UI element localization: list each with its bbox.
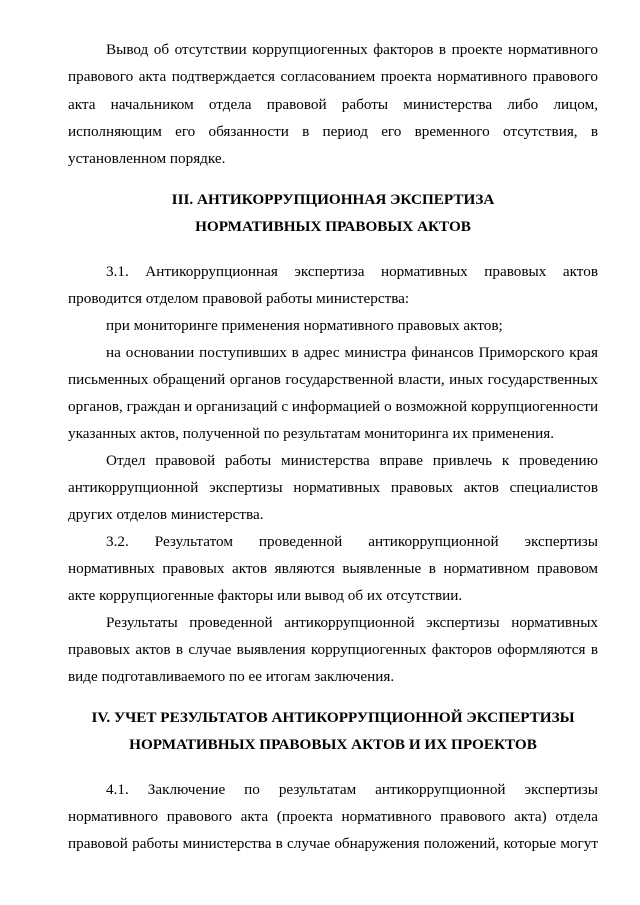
- section-heading: IV. УЧЕТ РЕЗУЛЬТАТОВ АНТИКОРРУПЦИОННОЙ ЭКСПЕРТИЗЫ: [91, 709, 575, 726]
- paragraph-line: исполняющим его обязанности в период его временного отсутствия, в: [68, 123, 598, 140]
- paragraph-line: 3.1. Антикоррупционная экспертиза нормативных правовых актов: [106, 263, 598, 280]
- paragraph-line: других отделов министерства.: [68, 506, 264, 523]
- paragraph-line: нормативных правовых актов являются выявленные в нормативном правовом: [68, 560, 598, 577]
- paragraph-line: правового акта подтверждается согласованием проекта нормативного правового: [68, 68, 598, 85]
- paragraph-line: нормативного правового акта (проекта нормативного правового акта) отдела: [68, 808, 598, 825]
- paragraph-line: Результаты проведенной антикоррупционной экспертизы нормативных: [106, 614, 598, 631]
- paragraph-line: письменных обращений органов государственной власти, иных государственных: [68, 371, 598, 388]
- paragraph-line: Вывод об отсутствии коррупциогенных факторов в проекте нормативного: [106, 41, 598, 58]
- paragraph-line: при мониторинге применения нормативного правовых актов;: [106, 317, 503, 334]
- section-heading: НОРМАТИВНЫХ ПРАВОВЫХ АКТОВ: [195, 218, 471, 235]
- paragraph-line: проводится отделом правовой работы министерства:: [68, 290, 410, 307]
- paragraph-line: антикоррупционной экспертизы нормативных правовых актов специалистов: [68, 479, 598, 496]
- paragraph-line: органов, граждан и организаций с информацией о возможной коррупциогенности: [68, 398, 599, 415]
- paragraph-line: установленном порядке.: [68, 150, 226, 167]
- section-heading: НОРМАТИВНЫХ ПРАВОВЫХ АКТОВ И ИХ ПРОЕКТОВ: [129, 736, 537, 753]
- paragraph-line: виде подготавливаемого по ее итогам заключения.: [68, 668, 395, 685]
- paragraph-line: 3.2. Результатом проведенной антикоррупционной экспертизы: [106, 533, 598, 550]
- paragraph-line: правовой работы министерства в случае обнаружения положений, которые могут: [68, 835, 598, 852]
- paragraph-line: указанных актов, полученной по результатам мониторинга их применения.: [68, 425, 555, 442]
- paragraph-line: Отдел правовой работы министерства вправе привлечь к проведению: [106, 452, 598, 469]
- paragraph-line: правовых актов в случае выявления коррупциогенных факторов оформляются в: [68, 641, 598, 658]
- paragraph-line: акта начальником отдела правовой работы министерства либо лицом,: [68, 96, 598, 113]
- section-heading: III. АНТИКОРРУПЦИОННАЯ ЭКСПЕРТИЗА: [171, 191, 495, 208]
- paragraph-line: на основании поступивших в адрес министра финансов Приморского края: [106, 344, 598, 361]
- paragraph-line: 4.1. Заключение по результатам антикоррупционной экспертизы: [106, 781, 598, 798]
- paragraph-line: акте коррупциогенные факторы или вывод об их отсутствии.: [68, 587, 463, 604]
